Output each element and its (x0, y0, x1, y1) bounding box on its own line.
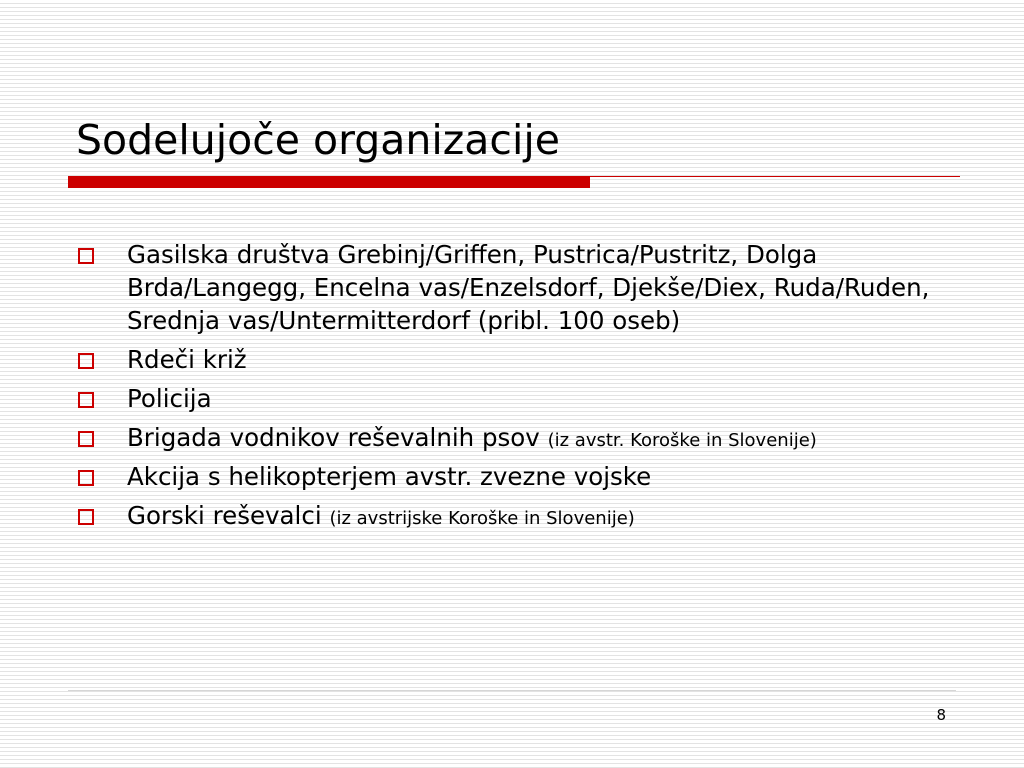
title-underline-thin (590, 176, 960, 177)
bullet-text: Akcija s helikopterjem avstr. zvezne vojske (127, 462, 652, 491)
bullet-list (76, 238, 976, 538)
bullet-note: (iz avstr. Koroške in Slovenije) (547, 430, 817, 451)
bullet-text: Gorski reševalci (127, 501, 322, 530)
bullet-text: Rdeči križ (127, 345, 247, 374)
bullet-item (76, 499, 976, 532)
bullet-text: Brigada vodnikov reševalnih psov (127, 423, 540, 452)
slide-title: Sodelujoče organizacije (76, 116, 560, 164)
bullet-item (76, 460, 976, 493)
footer-divider (68, 690, 956, 691)
hollow-square-icon (78, 431, 94, 447)
bullet-note: (iz avstrijske Koroške in Slovenije) (329, 508, 635, 529)
page-number: 8 (936, 706, 946, 724)
bullet-text: Gasilska društva Grebinj/Griffen, Pustrica/Pustritz, Dolga Brda/Langegg, Encelna vas/Enzelsdorf, Djekše/Diex, Ruda/Ruden, Srednja vas/Untermitterdorf (pribl. 100 oseb) (127, 240, 930, 335)
bullet-item (76, 421, 976, 454)
bullet-item (76, 343, 976, 376)
bullet-item (76, 238, 976, 337)
bullet-item (76, 382, 976, 415)
hollow-square-icon (78, 470, 94, 486)
title-underline-thick (68, 176, 590, 188)
hollow-square-icon (78, 392, 94, 408)
hollow-square-icon (78, 353, 94, 369)
hollow-square-icon (78, 248, 94, 264)
hollow-square-icon (78, 509, 94, 525)
bullet-text: Policija (127, 384, 212, 413)
